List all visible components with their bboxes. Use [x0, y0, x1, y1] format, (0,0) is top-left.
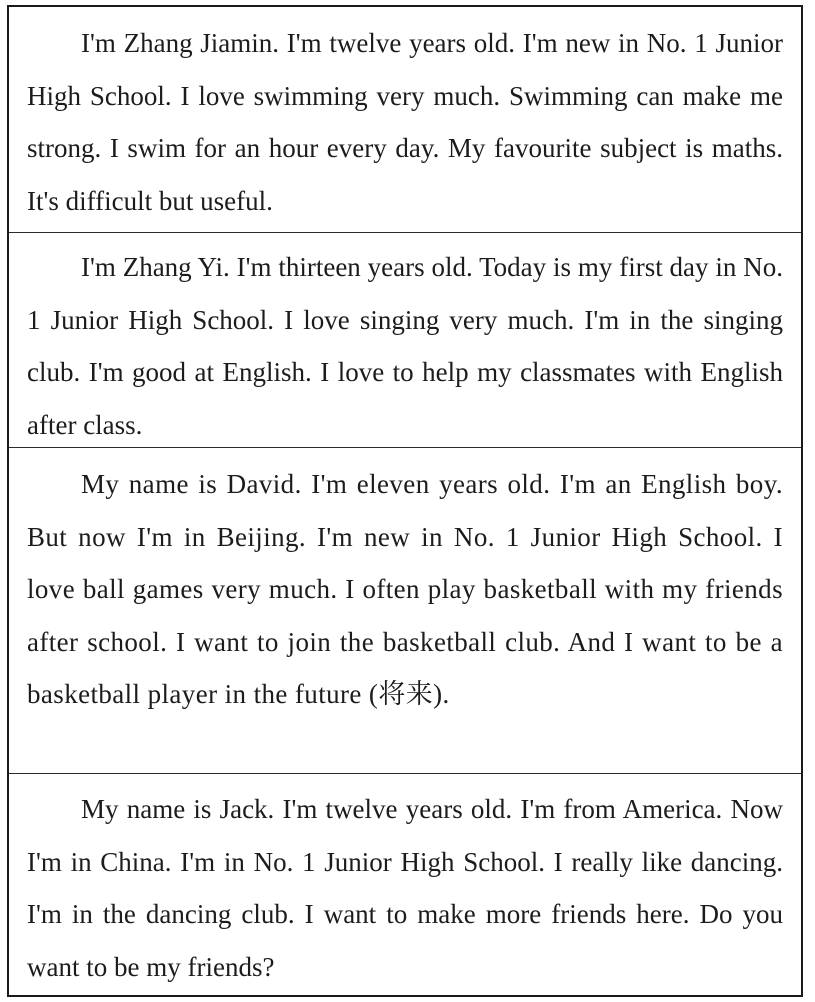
passage-jack: [9, 774, 801, 997]
passage-text: I'm Zhang Yi. I'm thirteen years old. Today is my first day in No. 1 Junior High School. I love singing very much. I'm in the singing club. I'm good at English. I love to help my classmates with English after class.: [27, 252, 783, 440]
passage-text: I'm Zhang Jiamin. I'm twelve years old. I'm new in No. 1 Junior High School. I love swimming very much. Swimming can make me strong. I swim for an hour every day. My favourite subject is maths. It's difficult but useful.: [27, 28, 783, 216]
passage-zhang-yi: [9, 233, 801, 448]
passage-text: My name is Jack. I'm twelve years old. I'm from America. Now I'm in China. I'm in No. 1 Junior High School. I really like dancing. I'm in the dancing club. I want to make more friends here. Do you want to be my friends?: [27, 794, 783, 982]
passage-table: [7, 5, 803, 997]
passage-text: My name is David. I'm eleven years old. I'm an English boy. But now I'm in Beijing. I'm new in No. 1 Junior High School. I love ball games very much. I often play basketball with my friends after school. I want to join the basketball club. And I want to be a basketball player in the future (将来).: [27, 469, 783, 709]
passage-david: [9, 448, 801, 774]
passage-zhang-jiamin: [9, 7, 801, 233]
